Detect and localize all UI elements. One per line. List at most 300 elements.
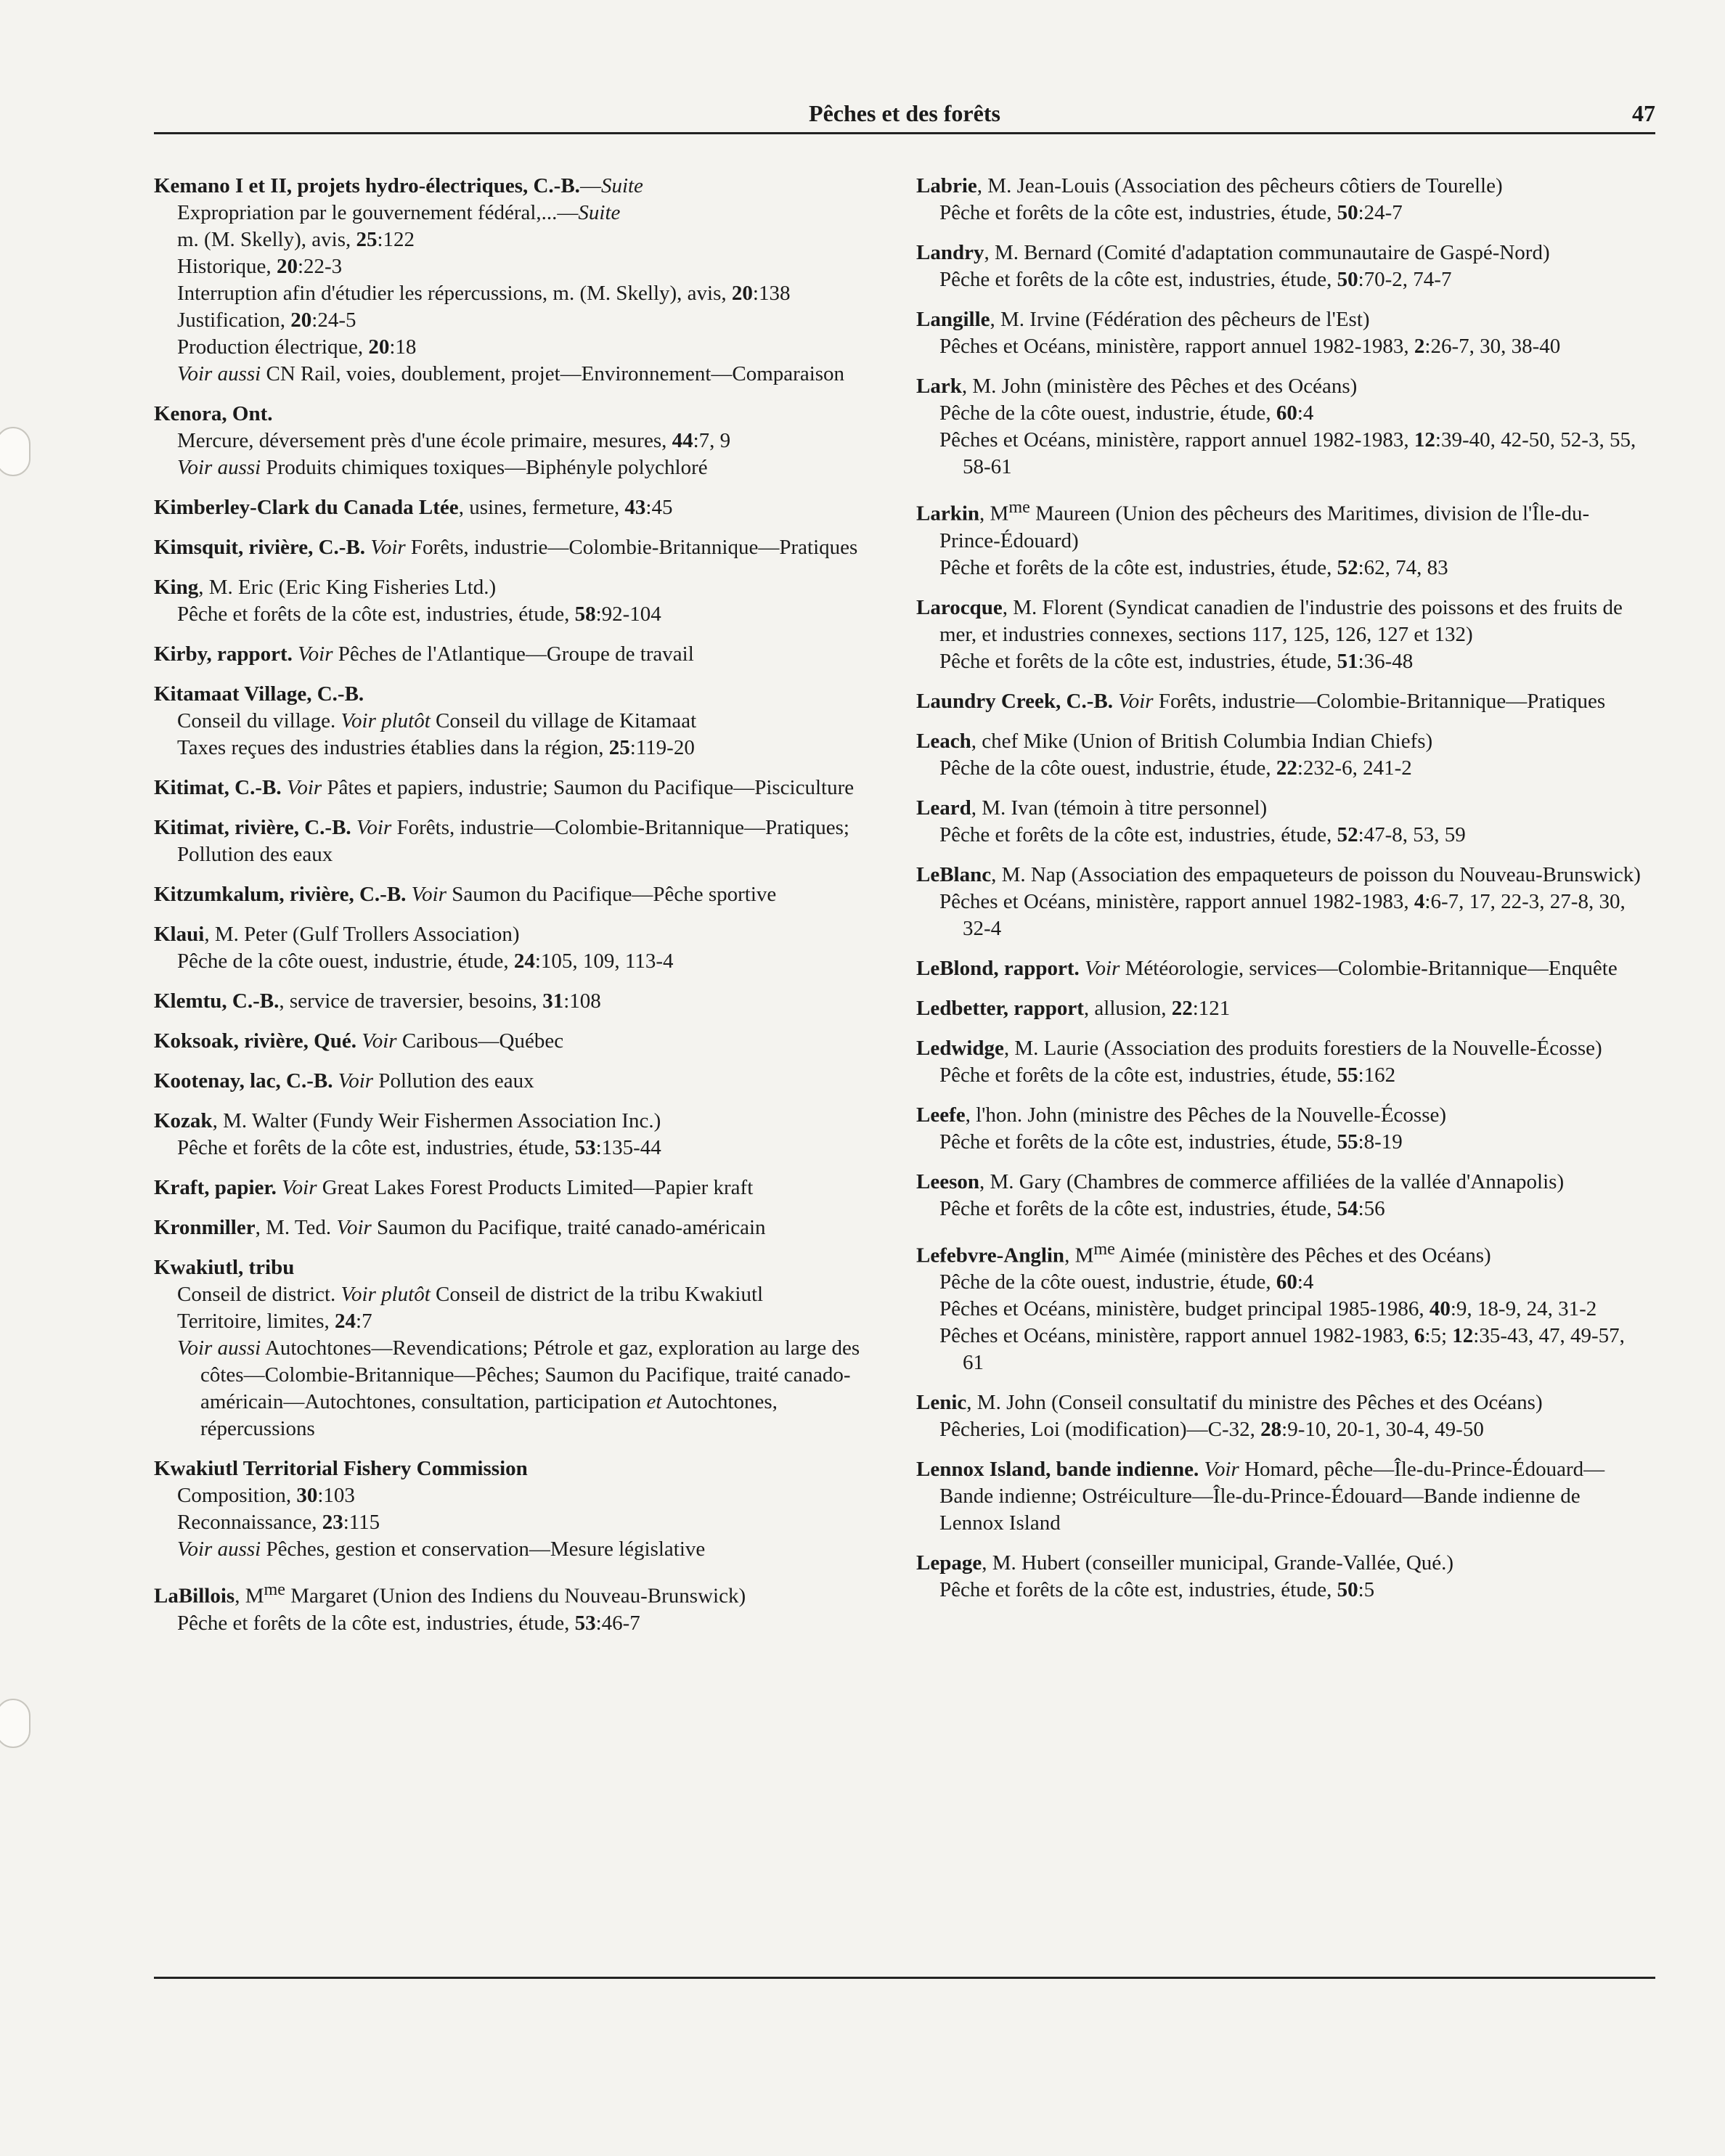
entry-text: et — [646, 1390, 662, 1413]
entry-subheading — [916, 1577, 1642, 1604]
volume-ref: 60 — [1276, 1270, 1297, 1294]
entry-text: :103 — [317, 1484, 355, 1507]
index-entry — [916, 1389, 1642, 1443]
entry-text: , M — [1064, 1244, 1094, 1267]
entry-text: Pêche et forêts de la côte est, industries, étude, — [177, 1611, 575, 1635]
entry-heading-text: LeBlond, rapport. — [916, 956, 1085, 980]
entry-text: Mercure, déversement près d'une école primaire, mesures, — [177, 429, 672, 452]
volume-ref: 20 — [290, 309, 312, 332]
entry-text: Pollution des eaux — [373, 1069, 534, 1093]
entry-heading-text: Labrie — [916, 174, 977, 197]
index-entry — [916, 795, 1642, 849]
entry-text: , M. Gary (Chambres de commerce affiliées de la vallée d'Annapolis) — [979, 1169, 1565, 1193]
entry-text: :121 — [1192, 996, 1231, 1020]
entry-text: Pêche et forêts de la côte est, industries, étude, — [939, 1578, 1337, 1602]
entry-heading — [154, 173, 880, 200]
index-entry — [916, 995, 1642, 1022]
index-entry — [154, 1576, 880, 1637]
entry-heading-text: Kronmiller — [154, 1216, 256, 1239]
entry-text: :122 — [377, 228, 415, 251]
index-entry — [916, 306, 1642, 360]
entry-text: Pêches et Océans, ministère, rapport annuel 1982-1983, — [939, 1324, 1414, 1348]
entry-heading — [154, 1175, 880, 1201]
entry-text: Voir — [298, 642, 333, 666]
entry-subheading — [154, 226, 880, 253]
entry-heading — [916, 306, 1642, 333]
entry-text: , usines, fermeture, — [458, 496, 625, 519]
index-entry — [154, 641, 880, 668]
entry-subheading — [154, 1482, 880, 1509]
entry-heading-text: Laundry Creek, C.-B. — [916, 689, 1119, 713]
index-entry — [916, 1456, 1642, 1537]
entry-heading-text: Leach — [916, 729, 971, 753]
entry-text: :24-7 — [1358, 201, 1403, 224]
entry-text: , M. John (Conseil consultatif du ministre des Pêches et des Océans) — [966, 1391, 1543, 1415]
entry-heading — [154, 921, 880, 948]
volume-ref: 12 — [1414, 428, 1435, 452]
entry-text: Taxes reçues des industries établies dans la région, — [177, 736, 609, 759]
volume-ref: 2 — [1414, 335, 1425, 358]
running-head — [154, 96, 1655, 131]
entry-text: Conseil du village de Kitamaat — [430, 709, 697, 732]
entry-text: :105, 109, 113-4 — [534, 950, 674, 973]
entry-text: Voir — [282, 1176, 317, 1199]
volume-ref: 55 — [1337, 1063, 1358, 1087]
binder-hole-lower — [0, 1699, 30, 1748]
entry-heading-text: Kwakiutl, tribu — [154, 1256, 295, 1279]
index-entry — [154, 1108, 880, 1161]
entry-heading-text: Klaui — [154, 923, 205, 946]
entry-heading-text: Larkin — [916, 502, 980, 526]
entry-text: :56 — [1358, 1196, 1385, 1220]
entry-text: Forêts, industrie—Colombie-Britannique—Pratiques — [405, 536, 858, 559]
entry-heading-text: Kitimat, C.-B. — [154, 776, 287, 799]
entry-text: Suite — [600, 174, 643, 197]
entry-text: , M. Peter (Gulf Trollers Association) — [204, 923, 520, 946]
volume-ref: 20 — [731, 282, 753, 305]
entry-subheading — [916, 266, 1642, 293]
entry-text: , M. Irvine (Fédération des pêcheurs de l'Est) — [990, 308, 1370, 331]
entry-text: Voir — [1118, 689, 1154, 713]
volume-ref: 25 — [608, 736, 630, 759]
volume-ref: 60 — [1276, 401, 1297, 425]
entry-subheading — [154, 601, 880, 628]
entry-text: Voir aussi — [177, 1336, 261, 1360]
entry-text: Pêche et forêts de la côte est, industries, étude, — [939, 649, 1337, 673]
entry-text: — — [579, 174, 601, 197]
index-entry — [154, 494, 880, 521]
entry-text: Pêche de la côte ouest, industrie, étude, — [939, 401, 1276, 425]
entry-text: Territoire, limites, — [177, 1310, 335, 1333]
entry-text: Homard, pêche—Île-du-Prince-Édouard—Bande indienne; Ostréiculture—Île-du-Prince-Édouard—Bande indienne de Lennox Island — [939, 1458, 1605, 1535]
index-entry — [916, 1169, 1642, 1222]
entry-text: :9-10, 20-1, 30-4, 49-50 — [1281, 1418, 1484, 1442]
volume-ref: 6 — [1414, 1324, 1425, 1348]
entry-text: Saumon du Pacifique—Pêche sportive — [446, 883, 777, 906]
entry-text: Pêche et forêts de la côte est, industries, étude, — [939, 822, 1337, 846]
entry-subheading — [154, 1509, 880, 1536]
entry-text: :135-44 — [595, 1136, 661, 1159]
entry-heading-text: Kozak — [154, 1109, 213, 1132]
entry-heading — [154, 881, 880, 908]
index-entry — [154, 681, 880, 761]
entry-heading — [916, 173, 1642, 200]
entry-heading-text: Kimberley-Clark du Canada Ltée — [154, 496, 459, 519]
entry-text: :47-8, 53, 59 — [1358, 822, 1466, 846]
volume-ref: 31 — [542, 989, 564, 1013]
entry-text: Pêches, gestion et conservation—Mesure législative — [261, 1538, 706, 1561]
entry-heading-text: Ledbetter, rapport — [916, 996, 1084, 1020]
footer-rule — [154, 1977, 1655, 1979]
entry-text: :8-19 — [1358, 1130, 1403, 1153]
entry-text: , l'hon. John (ministre des Pêches de la Nouvelle-Écosse) — [965, 1103, 1447, 1127]
entry-text: Saumon du Pacifique, traité canado-américain — [371, 1216, 766, 1239]
index-entry — [916, 1236, 1642, 1377]
index-entry — [154, 1214, 880, 1241]
index-entry — [916, 1102, 1642, 1156]
entry-subheading — [154, 454, 880, 481]
entry-text: Pêche et forêts de la côte est, industries, étude, — [939, 201, 1337, 224]
entry-subheading — [154, 280, 880, 307]
entry-heading — [154, 1068, 880, 1095]
entry-heading — [916, 728, 1642, 755]
entry-text: Pêche et forêts de la côte est, industries, étude, — [939, 555, 1337, 579]
entry-text: , M. Ivan (témoin à titre personnel) — [971, 796, 1268, 820]
entry-subheading — [916, 822, 1642, 849]
entry-text: , M — [979, 502, 1009, 526]
entry-heading-text: Lark — [916, 375, 962, 398]
entry-subheading — [154, 1308, 880, 1335]
entry-text: Voir aussi — [177, 362, 261, 385]
entry-text: Pêche et forêts de la côte est, industries, étude, — [177, 603, 575, 626]
entry-subheading — [916, 755, 1642, 782]
volume-ref: 50 — [1337, 268, 1358, 291]
entry-text: Voir — [370, 536, 406, 559]
entry-text: :5; — [1424, 1324, 1453, 1348]
entry-text: :36-48 — [1358, 649, 1414, 673]
index-entry — [916, 173, 1642, 226]
entry-heading-text: Landry — [916, 241, 984, 264]
entry-text: :24-5 — [311, 309, 356, 332]
entry-text: :138 — [752, 282, 791, 305]
volume-ref: 50 — [1337, 201, 1358, 224]
entry-text: Pêche de la côte ouest, industrie, étude, — [939, 756, 1276, 780]
binder-hole-upper — [0, 427, 30, 476]
entry-text: :232-6, 241-2 — [1297, 756, 1412, 780]
volume-ref: 51 — [1337, 649, 1358, 673]
volume-ref: 43 — [624, 496, 646, 519]
entry-heading-text: Lepage — [916, 1551, 982, 1575]
entry-heading — [916, 795, 1642, 822]
entry-heading-text: LeBlanc — [916, 862, 992, 886]
entry-text: Pêcheries, Loi (modification)—C-32, — [939, 1418, 1261, 1442]
entry-text: :115 — [343, 1511, 380, 1534]
volume-ref: 24 — [513, 950, 535, 973]
index-entry — [154, 1068, 880, 1095]
entry-text: Expropriation par le gouvernement fédéral,...— — [177, 201, 579, 224]
entry-subheading — [154, 253, 880, 280]
entry-heading-text: Kimsquit, rivière, C.-B. — [154, 536, 371, 559]
entry-text: Météorologie, services—Colombie-Britannique—Enquête — [1120, 956, 1618, 980]
entry-text: :26-7, 30, 38-40 — [1424, 335, 1561, 358]
entry-text: Pêche et forêts de la côte est, industries, étude, — [939, 1196, 1337, 1220]
entry-subheading — [154, 708, 880, 735]
entry-heading-text: Kirby, rapport. — [154, 642, 298, 666]
entry-text: Pêche de la côte ouest, industrie, étude, — [177, 950, 514, 973]
entry-heading-text: Klemtu, C.-B. — [154, 989, 280, 1013]
entry-heading — [916, 995, 1642, 1022]
entry-text: Voir — [411, 883, 447, 906]
entry-text: :92-104 — [595, 603, 661, 626]
entry-text: Pêches et Océans, ministère, rapport annuel 1982-1983, — [939, 335, 1414, 358]
index-entry — [154, 921, 880, 975]
entry-text: :62, 74, 83 — [1358, 555, 1448, 579]
entry-text: Voir — [1085, 956, 1120, 980]
entry-text: Pêche et forêts de la côte est, industries, étude, — [939, 1130, 1337, 1153]
entry-text: :4 — [1297, 401, 1314, 425]
index-entry — [154, 775, 880, 801]
volume-ref: 30 — [296, 1484, 318, 1507]
entry-text: , M. John (ministère des Pêches et des Océans) — [961, 375, 1358, 398]
entry-subheading — [916, 400, 1642, 427]
entry-subheading — [916, 427, 1642, 481]
entry-heading — [154, 494, 880, 521]
volume-ref: 28 — [1260, 1418, 1282, 1442]
entry-heading-text: Larocque — [916, 595, 1003, 619]
entry-heading — [916, 862, 1642, 889]
volume-ref: 50 — [1337, 1578, 1358, 1602]
volume-ref: 54 — [1337, 1196, 1358, 1220]
entry-heading-text: Kenora, Ont. — [154, 402, 273, 425]
entry-heading-text: Kitamaat Village, C.-B. — [154, 682, 364, 706]
volume-ref: 25 — [356, 228, 378, 251]
entry-subheading — [916, 1296, 1642, 1323]
entry-heading — [154, 574, 880, 601]
entry-text: :45 — [645, 496, 673, 519]
index-entry — [916, 862, 1642, 942]
entry-text: , M. Nap (Association des empaqueteurs de poisson du Nouveau-Brunswick) — [991, 862, 1641, 886]
index-entry — [916, 1035, 1642, 1089]
entry-text: Pêches et Océans, ministère, rapport annuel 1982-1983, — [939, 428, 1414, 452]
volume-ref: 22 — [1276, 756, 1297, 780]
entry-heading — [154, 401, 880, 428]
entry-subheading — [154, 361, 880, 388]
entry-text: , M. Walter (Fundy Weir Fishermen Association Inc.) — [212, 1109, 661, 1132]
volume-ref: 55 — [1337, 1130, 1358, 1153]
entry-heading-text: Lefebvre-Anglin — [916, 1244, 1065, 1267]
page-title: Pêches et des forêts — [809, 100, 1000, 126]
index-entry — [916, 728, 1642, 782]
entry-subheading — [916, 889, 1642, 942]
entry-text: :18 — [389, 335, 417, 359]
entry-heading — [916, 373, 1642, 400]
entry-heading — [916, 494, 1642, 555]
entry-heading — [916, 595, 1642, 648]
volume-ref: 20 — [368, 335, 390, 359]
entry-text: Maureen (Union des pêcheurs des Maritimes, division de l'Île-du-Prince-Édouard) — [939, 502, 1590, 552]
entry-text: :9, 18-9, 24, 31-2 — [1450, 1297, 1597, 1321]
entry-text: , M — [235, 1584, 264, 1608]
entry-text: Voir plutôt — [340, 1283, 431, 1306]
header-rule — [154, 132, 1655, 134]
entry-text: :108 — [563, 989, 601, 1013]
index-entry — [916, 373, 1642, 481]
entry-subheading — [154, 1536, 880, 1563]
entry-text: :46-7 — [595, 1611, 640, 1635]
entry-heading-text: Kraft, papier. — [154, 1176, 282, 1199]
entry-subheading — [154, 1281, 880, 1308]
entry-heading — [916, 688, 1642, 715]
entry-text: Conseil de district de la tribu Kwakiutl — [430, 1283, 764, 1306]
entry-heading — [154, 1254, 880, 1281]
index-entry — [154, 814, 880, 868]
entry-text: me — [264, 1580, 286, 1599]
entry-heading — [154, 1455, 880, 1482]
index-entry — [154, 1254, 880, 1442]
entry-text: :70-2, 74-7 — [1358, 268, 1452, 291]
entry-text: Reconnaissance, — [177, 1511, 322, 1534]
page-number: 47 — [1632, 100, 1655, 126]
index-entry — [154, 401, 880, 481]
entry-heading — [916, 1389, 1642, 1416]
index-entry — [916, 955, 1642, 982]
index-entry — [154, 574, 880, 628]
entry-heading — [916, 1102, 1642, 1129]
entry-text: Forêts, industrie—Colombie-Britannique—Pratiques; Pollution des eaux — [177, 816, 849, 866]
volume-ref: 24 — [335, 1310, 356, 1333]
entry-heading — [154, 641, 880, 668]
entry-subheading — [916, 1062, 1642, 1089]
entry-heading — [154, 1108, 880, 1135]
entry-subheading — [154, 428, 880, 454]
entry-text: , service de traversier, besoins, — [279, 989, 543, 1013]
entry-heading — [154, 1214, 880, 1241]
volume-ref: 12 — [1452, 1324, 1474, 1348]
entry-text: :35-43, 47, 49-57, 61 — [963, 1324, 1625, 1375]
index-entry — [154, 881, 880, 908]
entry-heading-text: Kwakiutl Territorial Fishery Commission — [154, 1457, 528, 1480]
entry-text: , chef Mike (Union of British Columbia Indian Chiefs) — [971, 729, 1433, 753]
entry-heading — [154, 534, 880, 561]
entry-heading-text: Lennox Island, bande indienne. — [916, 1458, 1204, 1482]
entry-text: Margaret (Union des Indiens du Nouveau-Brunswick) — [285, 1584, 746, 1608]
entry-text: Pâtes et papiers, industrie; Saumon du Pacifique—Pisciculture — [322, 776, 855, 799]
entry-subheading — [916, 1323, 1642, 1376]
entry-text: Voir plutôt — [340, 709, 431, 732]
index-entry — [916, 494, 1642, 581]
entry-heading-text: Langille — [916, 308, 990, 331]
entry-subheading — [916, 1269, 1642, 1296]
volume-ref: 20 — [276, 255, 298, 278]
index-entry — [916, 688, 1642, 715]
entry-heading — [916, 240, 1642, 266]
entry-heading-text: Leeson — [916, 1169, 979, 1193]
entry-text: , M. Florent (Syndicat canadien de l'industrie des poissons et des fruits de mer, et industries connexes, sections 117, 125, 126, 127 et 132) — [939, 595, 1623, 646]
entry-subheading — [154, 735, 880, 761]
entry-text: me — [1093, 1238, 1115, 1259]
entry-text: Pêche et forêts de la côte est, industries, étude, — [939, 1063, 1337, 1087]
entry-text: Pêches et Océans, ministère, rapport annuel 1982-1983, — [939, 889, 1414, 913]
entry-text: Produits chimiques toxiques—Biphényle polychloré — [261, 456, 708, 479]
entry-heading-text: LaBillois — [154, 1584, 235, 1608]
volume-ref: 52 — [1337, 555, 1358, 579]
entry-text: Conseil du village. — [177, 709, 341, 732]
entry-heading — [916, 1035, 1642, 1062]
index-entry — [154, 1028, 880, 1055]
entry-heading-text: Kitimat, rivière, C.-B. — [154, 816, 356, 839]
entry-text: Pêche et forêts de la côte est, industries, étude, — [177, 1136, 575, 1159]
entry-text: Voir — [362, 1029, 397, 1053]
entry-subheading — [916, 333, 1642, 360]
entry-text: :4 — [1297, 1270, 1314, 1294]
entry-text: CN Rail, voies, doublement, projet—Environnement—Comparaison — [261, 362, 845, 385]
entry-text: Composition, — [177, 1484, 297, 1507]
entry-text: Historique, — [177, 255, 277, 278]
entry-heading-text: Kemano I et II, projets hydro-électriques, C.-B. — [154, 174, 580, 197]
entry-subheading — [154, 1135, 880, 1161]
entry-subheading — [916, 648, 1642, 675]
entry-heading — [916, 1456, 1642, 1537]
entry-text: :22-3 — [297, 255, 343, 278]
entry-text: Pêche de la côte ouest, industrie, étude, — [939, 1270, 1276, 1294]
entry-text: , M. Hubert (conseiller municipal, Grande-Vallée, Qué.) — [982, 1551, 1454, 1575]
entry-text: :119-20 — [629, 736, 695, 759]
entry-text: , M. Jean-Louis (Association des pêcheurs côtiers de Tourelle) — [976, 174, 1503, 197]
index-entry — [154, 988, 880, 1015]
entry-text: m. (M. Skelly), avis, — [177, 228, 356, 251]
entry-text: :162 — [1358, 1063, 1396, 1087]
entry-text: Voir aussi — [177, 1538, 261, 1561]
volume-ref: 23 — [322, 1511, 343, 1534]
entry-heading — [916, 955, 1642, 982]
entry-heading-text: Ledwidge — [916, 1036, 1004, 1060]
entry-text: Pêche et forêts de la côte est, industries, étude, — [939, 268, 1337, 291]
entry-subheading — [154, 334, 880, 361]
entry-subheading — [916, 1196, 1642, 1222]
entry-text: Suite — [578, 201, 621, 224]
volume-ref: 44 — [672, 429, 693, 452]
entry-text: :6-7, 17, 22-3, 27-8, 30, 32-4 — [963, 889, 1626, 940]
entry-heading-text: Kitzumkalum, rivière, C.-B. — [154, 883, 412, 906]
entry-heading — [916, 1236, 1642, 1270]
entry-text: Autochtones, répercussions — [200, 1390, 778, 1440]
entry-text: , M. Laurie (Association des produits forestiers de la Nouvelle-Écosse) — [1003, 1036, 1602, 1060]
entry-heading — [916, 1169, 1642, 1196]
entry-subheading — [154, 1610, 880, 1637]
entry-text: , M. Eric (Eric King Fisheries Ltd.) — [198, 576, 497, 599]
index-entry — [916, 595, 1642, 675]
entry-subheading — [916, 200, 1642, 226]
entry-text: Voir — [286, 776, 322, 799]
entry-text: Great Lakes Forest Products Limited—Papier kraft — [317, 1176, 754, 1199]
entry-subheading — [154, 948, 880, 975]
entry-text: Voir — [356, 816, 392, 839]
entry-heading — [154, 1028, 880, 1055]
entry-subheading — [154, 1335, 880, 1442]
volume-ref: 52 — [1337, 822, 1358, 846]
entry-text: Pêches et Océans, ministère, budget principal 1985-1986, — [939, 1297, 1430, 1321]
entry-heading — [154, 814, 880, 868]
entry-text: Interruption afin d'étudier les répercussions, m. (M. Skelly), avis, — [177, 282, 732, 305]
volume-ref: 53 — [574, 1136, 596, 1159]
entry-text: :7, 9 — [693, 429, 731, 452]
entry-text: Caribous—Québec — [396, 1029, 564, 1053]
entry-text: Justification, — [177, 309, 291, 332]
index-entry — [916, 1550, 1642, 1604]
volume-ref: 53 — [574, 1611, 596, 1635]
entry-heading — [154, 988, 880, 1015]
index-entry — [154, 173, 880, 388]
